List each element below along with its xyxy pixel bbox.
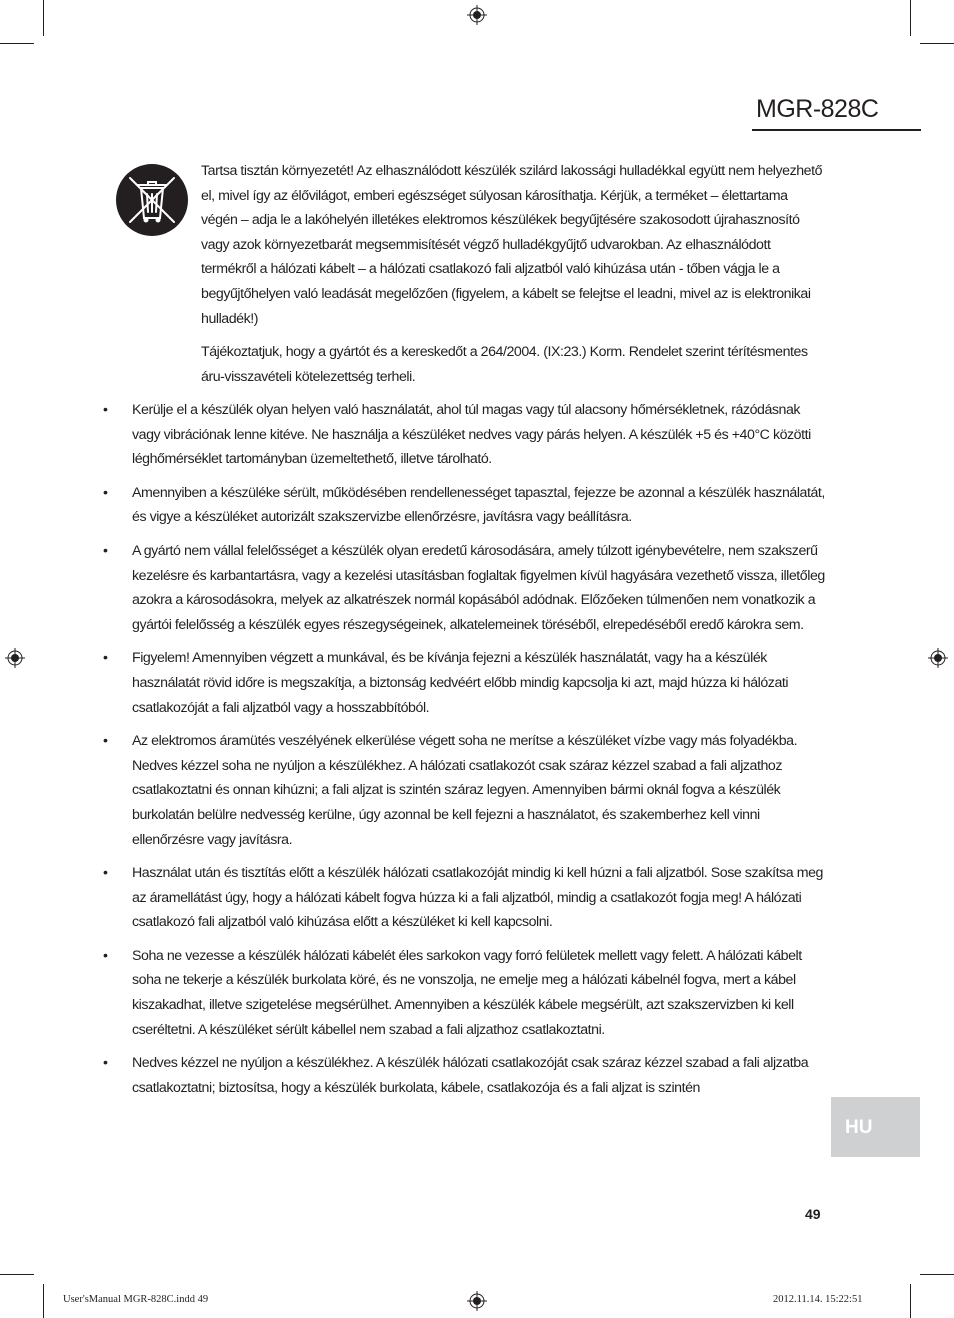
page-number: 49	[805, 1206, 821, 1222]
list-item-text: Amennyiben a készüléke sérült, működésében rendellenességet tapasztal, fejezze be azonnal a készülék használatát, és vigye a készüléket autorizált szakszervizbe ellenőrzésre, javításra vagy beállításra.	[132, 484, 825, 526]
bullet-icon: •	[103, 402, 108, 418]
bullet-icon: •	[103, 733, 108, 750]
bullet-icon: •	[103, 542, 108, 559]
model-title: MGR-828C	[756, 95, 879, 123]
list-item-text: Használat után és tisztítás előtt a készülék hálózati csatlakozóját mindig ki kell húzni a fali aljzatból. Sose szakítsa meg az áramellátást úgy, hogy a hálózati kábelt fogva húzza ki a fali aljzatból, mindig a csatlakozót fogja meg! A hálózati csatlakozó fali aljzatból való kihúzása előtt a készüléket ki kell kapcsolni.	[132, 865, 823, 931]
list-item-text: A gyártó nem vállal felelősséget a készülék olyan eredetű károsodására, amely túlzott igénybevételre, nem szakszerű kezelésre és karbantartásra, vagy a kezelési utasításban foglaltak figyelmen kívül hagyására vezethető vissza, illetőleg azokra a károsodásokra, melyek az alkatrészek normál kopásából adódnak. Előzőeken túlmenően nem vonatkozik a gyártói felelősség a készülék egyes részegységeinek, alkatelemeinek töréséből, elrepedéséből eredő károkra sem.	[132, 542, 825, 633]
bullet-icon: •	[103, 650, 108, 667]
registration-mark-right-icon	[928, 648, 948, 668]
bullet-icon: •	[103, 947, 108, 964]
list-item-text: Figyelem! Amennyiben végzett a munkával, és be kívánja fejezni a készülék használatát, vagy ha a készülék használatát rövid időre is megszakítja, a biztonság kedvéért előbb mindig kapcsolja ki azt, majd húzza ki hálózati csatlakozóját a fali aljzatból vagy a hosszabbítóból.	[132, 650, 789, 716]
bullet-icon: •	[103, 484, 108, 501]
list-item	[101, 398, 829, 472]
registration-mark-top-icon	[467, 5, 487, 25]
list-item-text: Nedves kézzel ne nyúljon a készülékhez. A készülék hálózati csatlakozóját csak száraz kézzel szabad a fali aljzatba csatlakoztatni; biztosítsa, hogy a készülék burkolata, kábele, csatlakozója és a fali aljzat is szintén	[132, 1055, 809, 1096]
disposal-paragraph: Tartsa tisztán környezetét! Az elhasználódott készülék szilárd lakossági hulladékkal együtt nem helyezhető el, mivel így az élővilágot, emberi egészséget súlyosan károsíthatja. Kérjük, a terméket – élettartama végén – adja le a lakóhelyén illetékes elektromos készülékek begyűjtésére szakosodott újrahasznosító vagy azok környezetbarát megsemmisítését végző hulladékgyűjtő udvarokban. Az elhasználódott termékről a hálózati kábelt – a hálózati csatlakozó fali aljzatból való kihúzása után - tőben vágja le a begyűjtőhelyen való leadását megelőzően (figyelem, a kábelt se felejtse el leadni, mivel az is elektronikai hulladék!)	[201, 163, 823, 327]
language-tab	[831, 1097, 920, 1157]
registration-mark-left-icon	[5, 648, 25, 668]
list-item-text: Az elektromos áramütés veszélyének elkerülése végett soha ne merítse a készüléket vízbe vagy más folyadékba. Nedves kézzel soha ne nyúljon a készülékhez. A hálózati csatlakozót csak száraz kézzel szabad a fali aljzathoz csatlakoztatni és onnan kihúzni; a fali aljzat is szintén száraz legyen. Amennyiben bármi oknál fogva a készülék burkolatán belülre nedvesség kerülne, úgy azonnal be kell fejezni a használatot, és szakemberhez kell vinni ellenőrzésre vagy javításra.	[132, 733, 798, 848]
crop-mark-top-left-h	[0, 43, 34, 44]
crop-mark-bottom-left-h	[0, 1274, 34, 1275]
bullet-icon: •	[103, 865, 108, 882]
list-item	[101, 729, 829, 852]
disposal-notice	[201, 159, 826, 398]
list-item	[101, 646, 829, 720]
list-item	[101, 944, 829, 1042]
list-item-text: Kerülje el a készülék olyan helyen való használatát, ahol túl magas vagy túl alacsony hőmérsékletnek, rázódásnak vagy vibrációnak lenne kitéve. Ne használja a készüléket nedves vagy párás helyen. A készülék +5 és +40°C közötti léghőmérséklet tartományban üzemeltethető, illetve tárolható.	[132, 402, 811, 468]
return-obligation-paragraph: Tájékoztatjuk, hogy a gyártót és a kereskedőt a 264/2004. (IX:23.) Korm. Rendelet szerint térítésmentes áru-visszavételi kötelezettség terheli.	[201, 344, 808, 385]
crop-mark-bottom-right-v	[910, 1284, 911, 1318]
language-tab-label: HU	[845, 1117, 873, 1138]
list-item	[101, 539, 829, 637]
crop-mark-top-right-h	[920, 43, 954, 44]
list-item-text: Soha ne vezesse a készülék hálózati kábelét éles sarkokon vagy forró felületek mellett vagy felett. A hálózati kábelt soha ne tekerje a készülék burkolata köré, és ne vonszolja, ne emelje meg a hálózati kábelnél fogva, mert a kábel kiszakadhat, illetve szigetelése megsérülhet. Amennyiben a készülék kábele megsérült, azt szakszervizben ki kell cseréltetni. A készüléket sérült kábellel nem szabad a fali aljzathoz csatlakoztatni.	[132, 947, 802, 1038]
bullet-icon: •	[103, 1055, 108, 1072]
list-item	[101, 1051, 829, 1100]
list-item	[101, 481, 829, 530]
safety-instructions-list	[101, 398, 829, 1109]
print-slug-file: User'sManual MGR-828C.indd 49	[63, 1294, 209, 1305]
crop-mark-top-left-v	[43, 0, 44, 36]
header-rule	[752, 129, 921, 131]
list-item	[101, 861, 829, 935]
print-slug-datetime: 2012.11.14. 15:22:51	[773, 1294, 863, 1305]
crossed-out-wheelie-bin-icon	[116, 164, 188, 236]
crop-mark-bottom-left-v	[43, 1284, 44, 1318]
crop-mark-top-right-v	[910, 0, 911, 36]
registration-mark-bottom-icon	[467, 1291, 487, 1311]
crop-mark-bottom-right-h	[920, 1274, 954, 1275]
